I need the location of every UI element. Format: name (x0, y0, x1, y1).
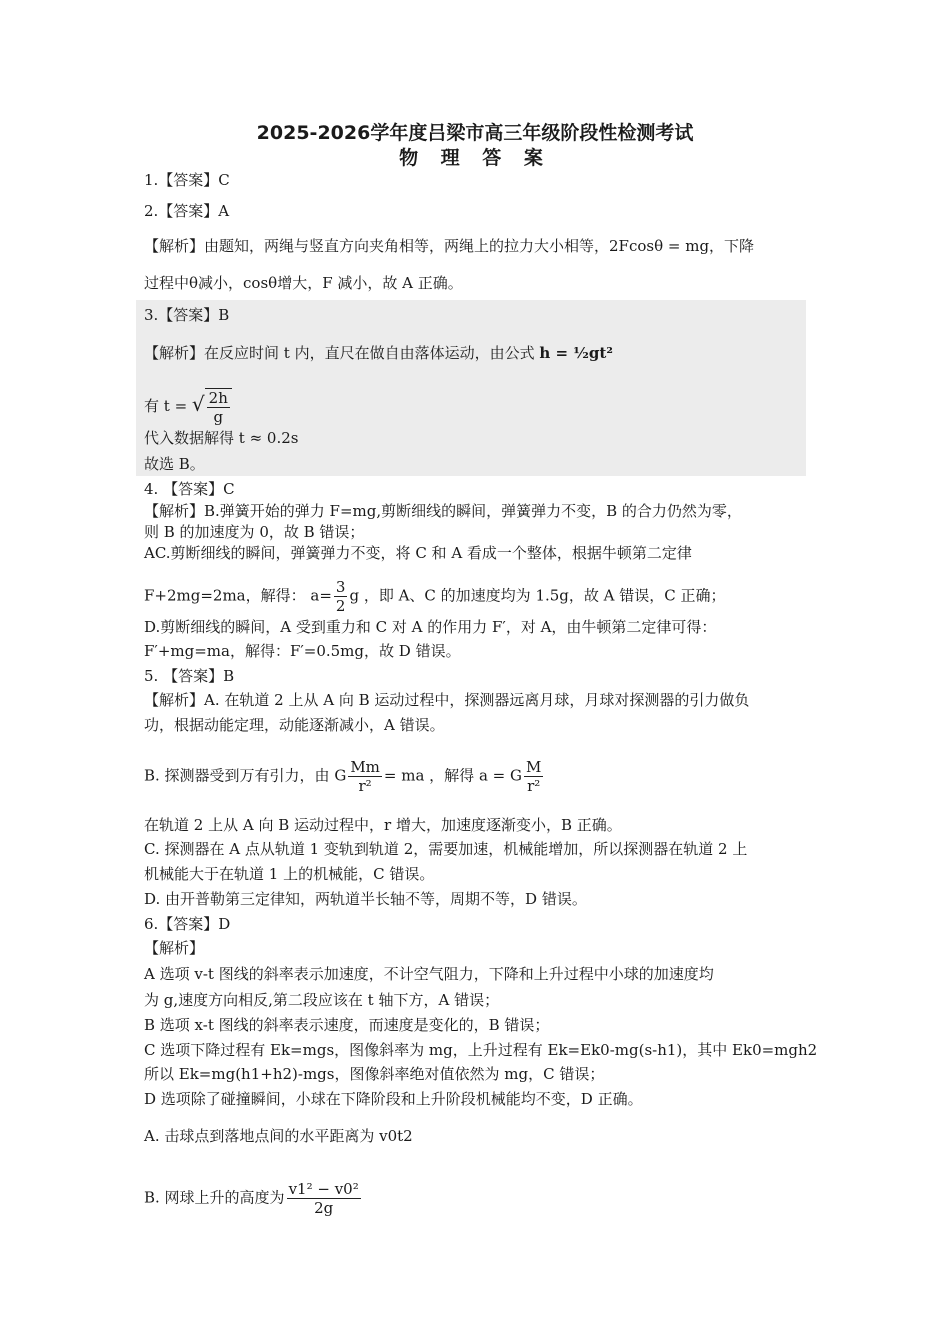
fraction-num: 3 (335, 578, 346, 596)
fraction-den: r² (527, 777, 541, 795)
q3-analysis-text: 【解析】在反应时间 t 内，直尺在做自由落体运动，由公式 (144, 344, 535, 362)
q3-result: 代入数据解得 t ≈ 0.2s (144, 429, 299, 447)
q5-eq-mid: = ma ，解得 a = G (383, 766, 522, 785)
highlight-block (136, 300, 806, 476)
fraction (334, 578, 348, 615)
q3-solve-prefix: 有 t = (144, 397, 188, 415)
q3-solve (144, 388, 232, 426)
q3-formula: h = ½gt² (539, 344, 613, 362)
q6-analysis-1: A 选项 v-t 图线的斜率表示加速度，不计空气阻力，下降和上升过程中小球的加速度均 (144, 965, 714, 983)
q1-answer: 1.【答案】C (144, 171, 230, 189)
q5-analysis-2: 功，根据动能定理，动能逐渐减小，A 错误。 (144, 716, 445, 734)
q6-analysis-3: B 选项 x-t 图线的斜率表示速度，而速度是变化的，B 错误； (144, 1016, 550, 1034)
q7-b-pre: B. 网球上升的高度为 (144, 1188, 285, 1207)
q5-analysis-7: D. 由开普勒第三定律知，两轨道半长轴不等，周期不等，D 错误。 (144, 890, 587, 908)
q2-analysis-1: 【解析】由题知，两绳与竖直方向夹角相等，两绳上的拉力大小相等，2Fcosθ = mg，下降 (144, 237, 755, 255)
fraction (524, 758, 543, 795)
sqrt-numerator: 2h (208, 389, 228, 407)
q6-analysis-6: D 选项除了碰撞瞬间，小球在下降阶段和上升阶段机械能均不变，D 正确。 (144, 1090, 643, 1108)
q4-analysis-1: 【解析】B.弹簧开始的弹力 F=mg,剪断细线的瞬间，弹簧弹力不变，B 的合力仍然为零， (144, 502, 742, 520)
sqrt-denominator: g (213, 408, 224, 426)
q4-analysis-3: AC.剪断细线的瞬间，弹簧弹力不变，将 C 和 A 看成一个整体，根据牛顿第二定律 (144, 544, 692, 562)
q2-analysis-2: 过程中θ减小，cosθ增大，F 减小，故 A 正确。 (144, 274, 463, 292)
q3-analysis (144, 343, 613, 363)
q5-analysis-4: 在轨道 2 上从 A 向 B 运动过程中，r 增大，加速度逐渐变小，B 正确。 (144, 816, 622, 834)
q5-answer: 5. 【答案】B (144, 667, 235, 685)
sqrt-expression: √ $\frac{2h}{g}$ (192, 388, 232, 426)
q4-analysis-4 (144, 578, 726, 615)
q3-answer: 3.【答案】B (144, 306, 230, 324)
q4-analysis-6: F′+mg=ma，解得：F′=0.5mg，故 D 错误。 (144, 642, 461, 660)
fraction-den: 2 (335, 597, 346, 615)
q4-analysis-2: 则 B 的加速度为 0，故 B 错误； (144, 523, 365, 541)
q6-analysis-2: 为 g,速度方向相反,第二段应该在 t 轴下方，A 错误； (144, 991, 500, 1009)
q5-eq-pre: B. 探测器受到万有引力，由 G (144, 766, 347, 785)
fraction-num: v1² − v0² (288, 1180, 359, 1198)
q4-eq-pre: F+2mg=2ma，解得： a= (144, 586, 332, 605)
q4-analysis-5: D.剪断细线的瞬间，A 受到重力和 C 对 A 的作用力 F′，对 A，由牛顿第二定律可得： (144, 618, 717, 636)
q6-analysis-5: 所以 Ek=mg(h1+h2)-mgs，图像斜率绝对值依然为 mg，C 错误； (144, 1065, 605, 1083)
q4-eq-post: g ，即 A、C 的加速度均为 1.5g，故 A 错误，C 正确； (349, 586, 726, 605)
q5-analysis-1: 【解析】A. 在轨道 2 上从 A 向 B 运动过程中，探测器远离月球，月球对探测器的引力做负 (144, 691, 750, 709)
fraction-num: M (525, 758, 542, 776)
q2-answer: 2.【答案】A (144, 202, 230, 220)
q7-option-b (144, 1180, 363, 1217)
fraction-num: Mm (350, 758, 380, 776)
page-title: 2025-2026学年度吕梁市高三年级阶段性检测考试 (256, 122, 694, 144)
fraction-den: 2g (314, 1199, 334, 1217)
page-subtitle: 物 理 答 案 (399, 147, 551, 169)
q5-analysis-5: C. 探测器在 A 点从轨道 1 变轨到轨道 2，需要加速，机械能增加，所以探测器在轨道 2 上 (144, 840, 748, 858)
q5-analysis-6: 机械能大于在轨道 1 上的机械能，C 错误。 (144, 865, 435, 883)
q3-choice: 故选 B。 (144, 455, 205, 473)
q6-answer: 6.【答案】D (144, 915, 231, 933)
q6-analysis-head: 【解析】 (144, 939, 205, 957)
q4-answer: 4. 【答案】C (144, 480, 235, 498)
fraction (287, 1180, 361, 1217)
fraction-den: r² (358, 777, 372, 795)
q7-option-a: A. 击球点到落地点间的水平距离为 v0t2 (144, 1127, 413, 1145)
q5-analysis-3 (144, 758, 545, 795)
q6-analysis-4: C 选项下降过程有 Ek=mgs，图像斜率为 mg，上升过程有 Ek=Ek0-mg(s-h1)，其中 Ek0=mgh2 (144, 1041, 818, 1059)
fraction (348, 758, 382, 795)
